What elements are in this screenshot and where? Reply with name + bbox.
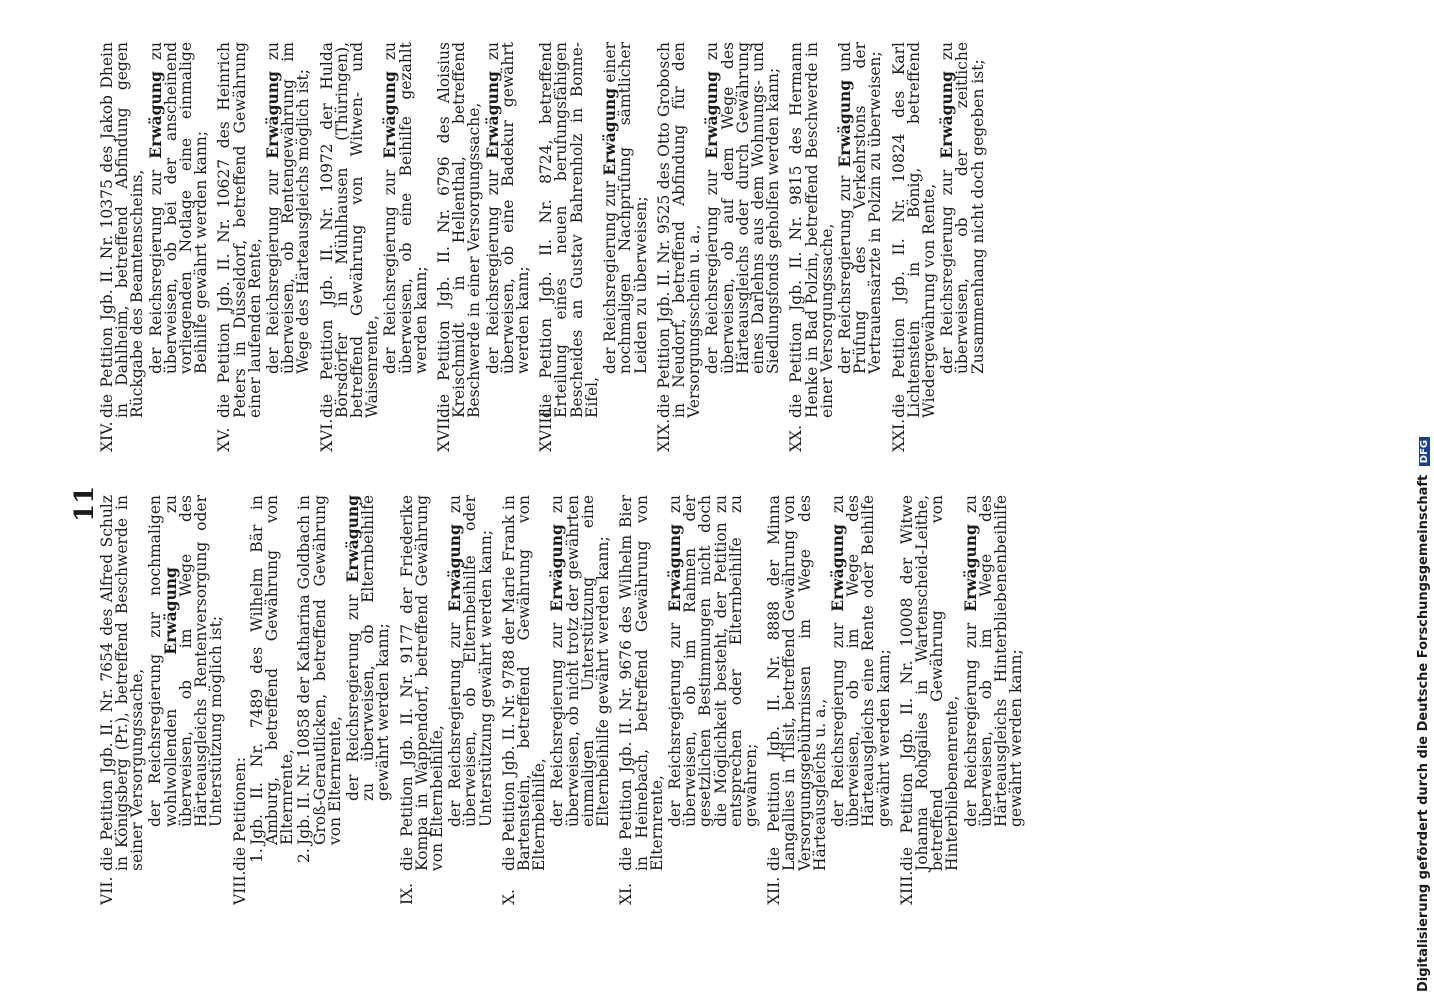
sub-petition xyxy=(297,495,391,871)
item-numeral: XV. xyxy=(215,427,234,452)
resolution-keyword: Erwägung xyxy=(482,71,502,159)
petition-item xyxy=(100,495,225,905)
petition-heading: die Petition Jgb. II. Nr. 10375 des Jakob Dhein in Dahlheim, betreffend Abfindung gegen Rückgabe des Beamtenscheins, xyxy=(98,42,147,418)
resolution-text-start: der Reichsregierung zur xyxy=(381,158,400,374)
resolution-keyword: Erwägung xyxy=(160,567,180,655)
item-numeral: X. xyxy=(499,889,518,905)
petition-heading: die Petition Jgb. II. Nr. 10008 der Witwe Johanna Rohgalies in Wartenscheid-Leithe, betreffend Gewährung von Hinterbliebenenrente, xyxy=(897,495,962,871)
resolution-keyword: Erwägung xyxy=(664,524,684,612)
resolution-text xyxy=(834,42,885,418)
petition-item xyxy=(100,42,209,452)
resolution-text xyxy=(265,42,312,418)
resolution-keyword: Erwägung xyxy=(834,79,854,168)
petition-heading: die Petition Jgb. II. Nr. 9788 der Marie Frank in Bartenstein, betreffend Gewährung von Elternbeihilfe, xyxy=(499,495,549,871)
petition-item xyxy=(317,42,430,452)
petition-item xyxy=(230,495,393,905)
item-numeral: XVII. xyxy=(435,412,454,452)
item-numeral: XIV. xyxy=(98,421,116,452)
item-numeral: XIII. xyxy=(897,870,916,905)
resolution-keyword: Erwägung xyxy=(827,524,847,612)
resolution-text xyxy=(382,42,429,418)
petition-heading: die Petition Jgb. II. Nr. 10824 des Karl Lichtenstein in Bönig, betreffend Wiedergewährung von Rente, xyxy=(889,42,938,418)
resolution-text-end: zu überweisen, ob im Wege des Härteausgleichs Hinterbliebenenbeihilfe gewährt werden kann; xyxy=(961,495,1026,827)
resolution-text xyxy=(827,495,893,871)
resolution-text-end: einer nochmaligen Nachprüfung sämtlicher Leiden zu überweisen; xyxy=(601,41,650,374)
petition-heading: die Petition Jgb. II. Nr. 8724, betreffend Erteilung eines neuen berufungsfähigen Bescheides an Gustav Bahrenholz in Bonne-Eifel, xyxy=(537,42,601,418)
resolution-text xyxy=(145,494,226,871)
petition-heading: die Petition Jgb. II. Nr. 6796 des Aloisius Kreischmidt in Hellenthal, betreffend Beschwerde in einer Versorgungssache, xyxy=(435,42,484,418)
resolution-text-start: der Reichsregierung zur xyxy=(264,158,283,374)
sub-numeral: 1. xyxy=(247,848,266,863)
resolution-text-start: der Reichsregierung zur nochmaligen wohlwollenden xyxy=(145,495,180,827)
resolution-keyword: Erwägung xyxy=(145,71,165,159)
resolution-text-start: der Reichsregierung zur xyxy=(146,158,165,374)
item-numeral: VIII. xyxy=(230,870,249,905)
resolution-text-end: zu überweisen, ob Rentengewährung im Wege des Härteausgleichs möglich ist; xyxy=(264,42,313,374)
petition-item xyxy=(437,42,531,452)
resolution-text-start: der Reichsregierung zur xyxy=(961,611,980,827)
petition-item xyxy=(397,495,495,905)
resolution-text xyxy=(960,495,1026,871)
resolution-text-end: zu überweisen, ob Elternbeihilfe oder Unterstützung gewährt werden kann; xyxy=(446,495,495,827)
resolution-text-start: der Reichsregierung zur xyxy=(828,611,847,827)
item-numeral: XIX. xyxy=(654,418,673,452)
resolution-text-start: der Reichsregierung zur xyxy=(835,167,854,374)
resolution-keyword: Erwägung xyxy=(445,524,465,612)
resolution-text-end: zu überweisen, ob bei der anscheinend vorliegenden Notlage eine einmalige Beihilfe gewährt werden kann; xyxy=(146,42,211,374)
resolution-text-start: der Reichsregierung zur xyxy=(548,611,567,827)
petition-heading: die Petition Jgb. II. Nr. 9525 des Otto Grobosch in Neudorf, betreffend Abfindung für den Versorgungsschein u. a., xyxy=(654,42,704,418)
resolution-text-start: der Reichsregierung zur xyxy=(483,158,502,374)
dfg-logo-icon: DFG xyxy=(1419,437,1430,466)
petition-item xyxy=(897,495,1026,905)
resolution-text-start: der Reichsregierung zur xyxy=(703,158,722,374)
right-column xyxy=(100,42,994,452)
petition-heading: die Petition Jgb. II. Nr. 9815 des Hermann Henke in Bad Polzin, betreffend Beschwerde in einer Versorgungssache, xyxy=(787,42,836,418)
resolution-text xyxy=(549,495,611,871)
page-number: 11 xyxy=(70,485,100,522)
resolution-keyword: Erwägung xyxy=(702,71,722,159)
footer-text: Digitalisierung gefördert durch die Deutsche Forschungsgemeinschaft xyxy=(1416,474,1431,992)
item-numeral: XXI. xyxy=(889,418,908,452)
item-numeral: VII. xyxy=(98,876,116,905)
petition-item xyxy=(654,42,783,452)
resolution-text-start: der Reichsregierung zur xyxy=(446,611,465,827)
resolution-keyword: Erwägung xyxy=(600,88,620,176)
petition-item xyxy=(789,42,883,452)
resolution-text xyxy=(664,495,760,871)
resolution-keyword: Erwägung xyxy=(937,71,957,159)
resolution-text-end: zu überweisen, ob nicht trotz der gewährten einmaligen Unterstützung eine Elternbeihilfe gewährt werden kann; xyxy=(548,495,613,827)
petition-heading: die Petition Jgb. II. Nr. 9177 der Friederike Kompa in Wappendorf, betreffend Gewährung von Elternbeihilfe, xyxy=(397,495,447,871)
sub-petition xyxy=(247,495,297,871)
resolution-text xyxy=(345,495,392,845)
petition-heading: die Petition Jgb. II. Nr. 8888 der Minna Langallies in Tilsit, betreffend Gewährung von Versorgungsgebührnissen im Wege des Härteausgleichs u. a., xyxy=(765,495,829,871)
resolution-text-end: zu überweisen, ob Elternbeihilfe gewährt werden kann; xyxy=(359,495,393,801)
petition-item xyxy=(539,42,648,452)
resolution-text-start: der Reichsregierung zur xyxy=(938,158,957,374)
resolution-text xyxy=(145,42,211,418)
petition-heading: die Petition Jgb. II. Nr. 10972 der Hulda Börsdörfer in Mühlhausen (Thüringen), betreffend Gewährung von Witwen- und Waisenrente, xyxy=(317,42,382,418)
resolution-text-end: zu überweisen, ob im Wege des Härteausgleichs Rentenversorgung oder Unterstützung möglich ist; xyxy=(161,494,226,827)
footer xyxy=(1416,437,1431,992)
resolution-text-end: zu überweisen, ob im Rahmen der gesetzlichen Bestimmungen nicht doch die Möglichkeit besteht, der Petition zu entsprechen oder Elternbeihilfe zu gewähren; xyxy=(665,495,760,827)
petition-heading: die Petitionen: xyxy=(230,757,249,871)
resolution-keyword: Erwägung xyxy=(343,495,363,583)
item-numeral: XII. xyxy=(765,876,784,905)
sub-numeral: 2. xyxy=(295,848,314,863)
petition-heading: die Petition Jgb. II. Nr. 10627 des Heinrich Peters in Düsseldorf, betreffend Gewährung einer laufenden Rente, xyxy=(215,42,264,418)
resolution-text-start: der Reichsregierung zur xyxy=(665,611,684,827)
resolution-text-end: zu überweisen, ob eine Badekur gewährt werden kann; xyxy=(483,42,533,374)
petition-heading: die Petition Jgb. II. Nr. 9676 des Wilhelm Bier in Heinebach, betreffend Gewährung von Elternrente, xyxy=(617,495,666,871)
resolution-text-end: und Prüfung des Verkehrstons der Vertrauensärzte in Polzin zu überweisen; xyxy=(835,42,885,374)
resolution-text-end: zu überweisen, ob der zeitliche Zusammenhang nicht doch gegeben ist; xyxy=(938,42,987,374)
sub-petition-heading: Jgb. II. Nr. 10858 der Katharina Goldbach in Groß-Gerautlicken, betreffend Gewährung von Elternrente, xyxy=(295,495,344,845)
sub-petition-heading: Jgb. II. Nr. 7489 des Wilhelm Bär in Amburg, betreffend Gewährung von Elternrente, xyxy=(247,495,297,845)
item-numeral: XVIII. xyxy=(537,406,556,452)
item-numeral: XI. xyxy=(617,882,636,905)
resolution-text xyxy=(939,42,986,418)
resolution-text-start: der Reichsregierung zur xyxy=(601,175,620,374)
petition-item xyxy=(889,42,987,452)
item-numeral: XX. xyxy=(787,425,806,452)
petition-item xyxy=(767,495,892,905)
item-numeral: IX. xyxy=(397,882,416,905)
resolution-keyword: Erwägung xyxy=(380,71,400,159)
petition-item xyxy=(499,495,613,905)
resolution-text xyxy=(447,495,494,871)
resolution-text-end: zu überweisen, ob auf dem Wege des Härteausgleichs oder durch Gewährung eines Darlehns aus dem Wohnungs- und Siedlungsfonds geholfen werden kann; xyxy=(703,42,783,374)
petition-heading: die Petition Jgb. II. Nr. 7654 des Alfred Schulz in Königsberg (Pr.), betreffend Beschwerde in seiner Versorgungssache, xyxy=(98,495,147,871)
resolution-text-start: der Reichsregierung zur xyxy=(344,582,363,801)
resolution-keyword: Erwägung xyxy=(547,524,567,612)
resolution-keyword: Erwägung xyxy=(960,524,980,612)
petition-item xyxy=(619,495,759,905)
left-column xyxy=(100,495,1032,905)
resolution-text-end: zu überweisen, ob im Wege des Härteausgleichs eine Rente oder Beihilfe gewährt werden kann; xyxy=(828,495,893,827)
resolution-text xyxy=(602,42,649,418)
petition-item xyxy=(217,42,311,452)
resolution-text xyxy=(704,42,781,418)
resolution-text-end: zu überweisen, ob eine Beihilfe gezahlt werden kann; xyxy=(381,42,430,374)
resolution-keyword: Erwägung xyxy=(263,71,283,159)
item-numeral: XVI. xyxy=(317,418,336,452)
resolution-text xyxy=(482,42,533,418)
